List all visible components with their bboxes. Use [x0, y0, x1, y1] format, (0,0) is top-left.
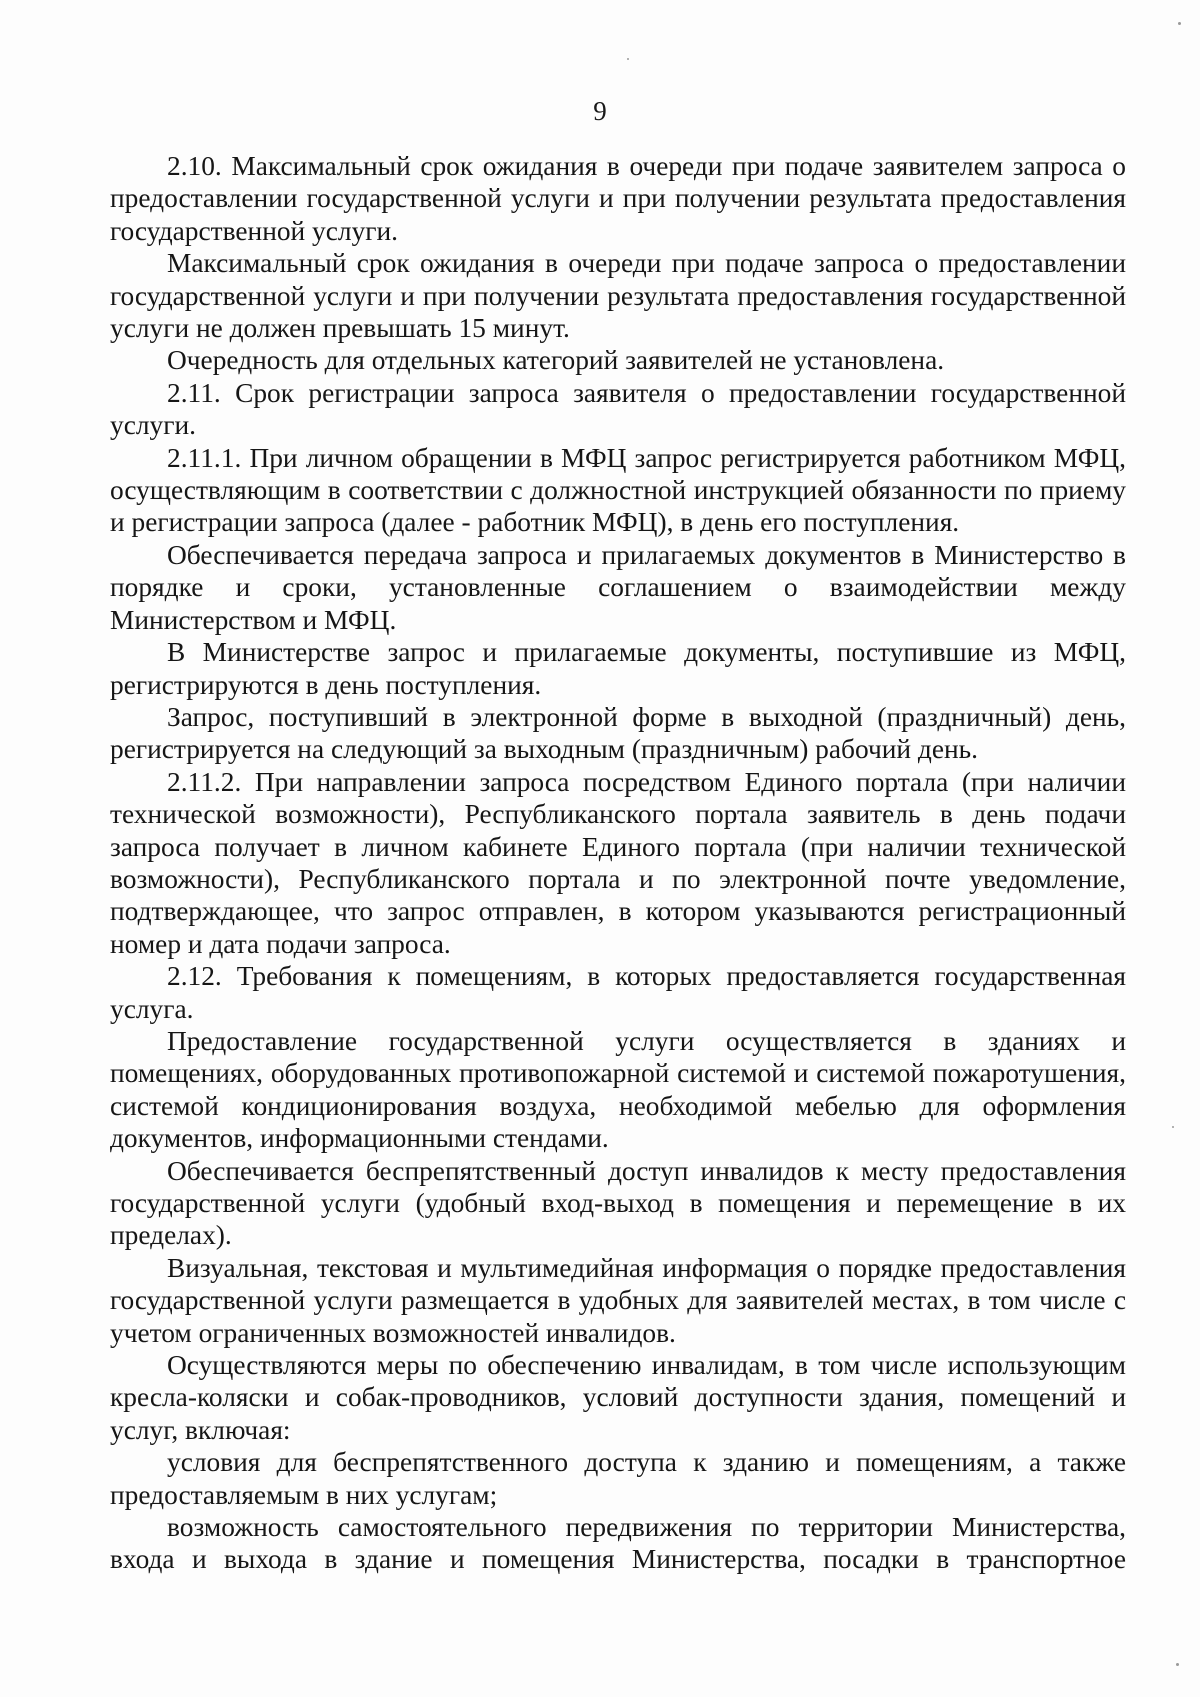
scan-speck — [1178, 22, 1181, 25]
paragraph-disabled-access: Обеспечивается беспрепятственный доступ инвалидов к месту предоставления государственной услуги (удобный вход-выход в помещения и перемещение в их пределах). — [110, 1155, 1126, 1251]
paragraph-premises-equipment: Предоставление государственной услуги осуществляется в зданиях и помещениях, оборудованных противопожарной системой и системой пожаротушения, системой кондиционирования воздуха, необходимой мебелью для оформления документов, информационными стендами. — [110, 1025, 1126, 1154]
paragraph-ministry-registration: В Министерстве запрос и прилагаемые документы, поступившие из МФЦ, регистрируются в день поступления. — [110, 637, 1126, 700]
paragraph-max-wait-time: Максимальный срок ожидания в очереди при подаче запроса о предоставлении государственной услуги и при получении результата предоставления государственной услуги не должен превышать 15 минут. — [110, 248, 1126, 344]
paragraph-2-10: 2.10. Максимальный срок ожидания в очереди при подаче заявителем запроса о предоставлении государственной услуги и при получении результата предоставления государственной услуги. — [110, 151, 1126, 246]
page-number: 9 — [593, 96, 607, 126]
paragraph-2-11-1: 2.11.1. При личном обращении в МФЦ запрос регистрируется работником МФЦ, осуществляющим в соответствии с должностной инструкцией обязанности по приему и регистрации запроса (далее - работник МФЦ), в день его поступления. — [110, 442, 1126, 538]
paragraph-2-11: 2.11. Срок регистрации запроса заявителя о предоставлении государственной услуги. — [110, 377, 1126, 441]
scan-speck — [1176, 1663, 1179, 1666]
paragraph-independent-movement: возможность самостоятельного передвижения по территории Министерства, входа и выхода в здание и помещения Министерства, посадки в транспортное — [110, 1512, 1126, 1575]
scan-speck — [627, 58, 629, 60]
paragraph-2-12: 2.12. Требования к помещениям, в которых предоставляется государственная услуга. — [110, 961, 1126, 1024]
paragraph-document-transfer: Обеспечивается передача запроса и прилагаемых документов в Министерство в порядке и сроки, установленные соглашением о взаимодействии между Министерством и МФЦ. — [110, 539, 1126, 635]
paragraph-2-11-2: 2.11.2. При направлении запроса посредством Единого портала (при наличии технической возможности), Республиканского портала заявитель в день подачи запроса получает в личном кабинете Единого портала (при наличии технической возможности), Республиканского портала и по электронной почте уведомление, подтверждающее, что запрос отправлен, в котором указываются регистрационный номер и дата подачи запроса. — [110, 766, 1126, 959]
paragraph-visual-information: Визуальная, текстовая и мультимедийная информация о порядке предоставления государственной услуги размещается в удобных для заявителей местах, в том числе с учетом ограниченных возможностей инвалидов. — [110, 1252, 1126, 1348]
paragraph-access-conditions: условия для беспрепятственного доступа к зданию и помещениям, а также предоставляемым в них услугам; — [110, 1447, 1126, 1510]
paragraph-accessibility-measures: Осуществляются меры по обеспечению инвалидам, в том числе использующим кресла-коляски и собак-проводников, условий доступности здания, помещений и услуг, включая: — [110, 1350, 1126, 1445]
paragraph-queue-order: Очередность для отдельных категорий заявителей не установлена. — [167, 345, 945, 376]
document-body — [110, 150, 1126, 1576]
paragraph-holiday-registration: Запрос, поступивший в электронной форме в выходной (праздничный) день, регистрируется на следующий за выходным (праздничным) рабочий день. — [110, 701, 1126, 765]
scan-speck — [1172, 1126, 1174, 1128]
